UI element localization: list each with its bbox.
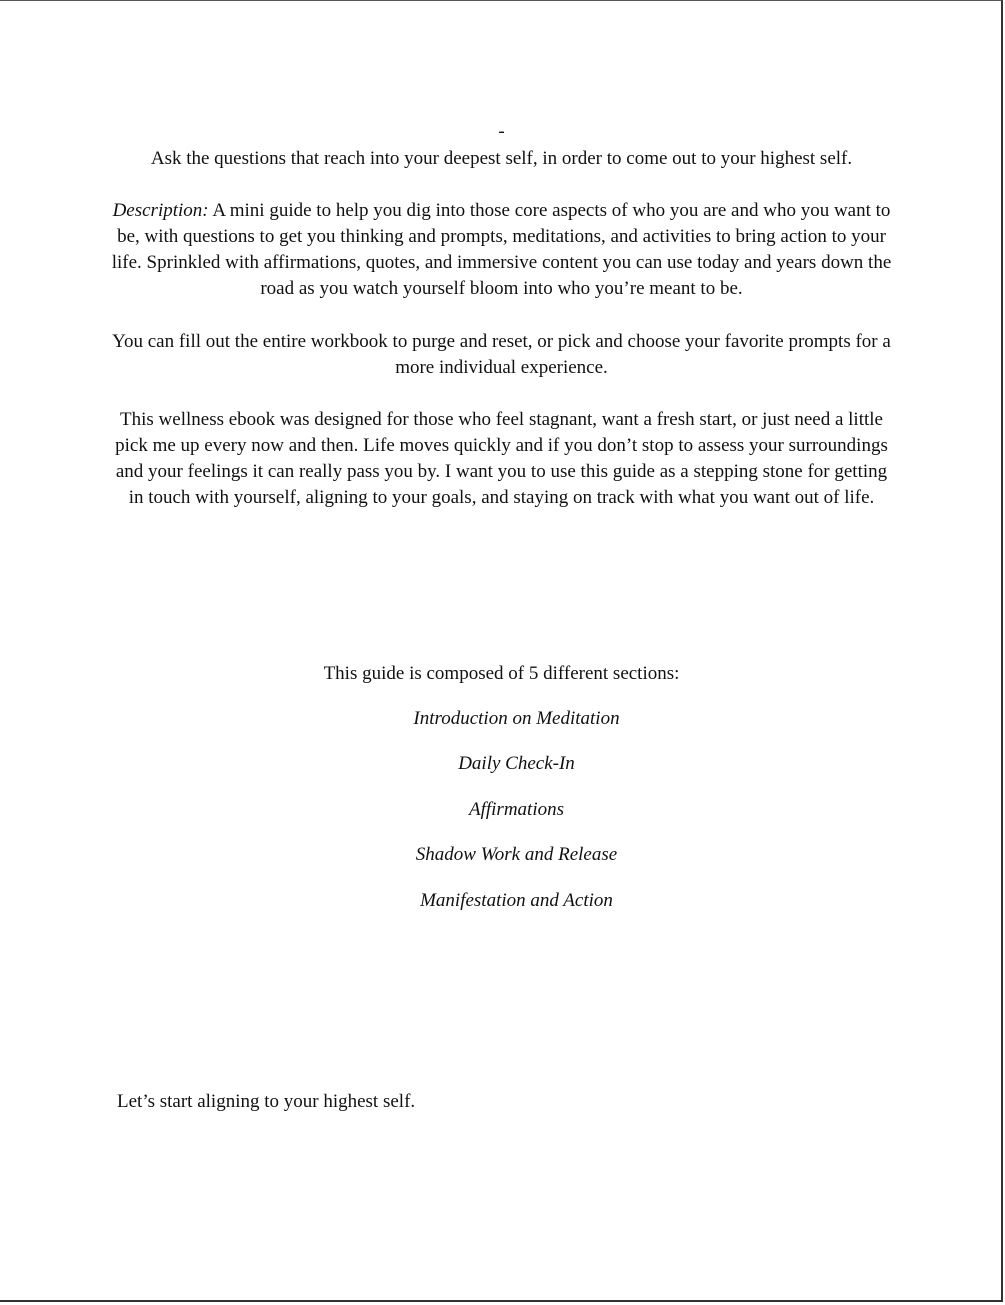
description-text: A mini guide to help you dig into those core aspects of who you are and who you want to be, with questions to get you thinking and prompts, meditations, and activities to bring action to your life. Sprinkled with affirmations, quotes, and immersive content you can use today and years down the road as you watch yourself bloom into who you’re meant to be. [111,200,892,299]
dash-mark: - [498,121,505,142]
closing-line: Let’s start aligning to your highest self. [117,1091,416,1112]
section-item-shadow-work: Shadow Work and Release [415,844,618,865]
sections-intro: This guide is composed of 5 different sections: [323,663,680,684]
tagline: Ask the questions that reach into your deepest self, in order to come out to your highest self. [150,148,853,169]
section-item-daily-check-in: Daily Check-In [458,753,575,774]
description-label: Description: [112,200,209,221]
fill-out-paragraph: You can fill out the entire workbook to purge and reset, or pick and choose your favorite prompts for a more individual experience. [112,331,891,378]
section-item-manifestation: Manifestation and Action [420,890,613,911]
section-item-affirmations: Affirmations [468,799,564,820]
section-item-meditation: Introduction on Meditation [413,708,620,729]
wellness-paragraph: This wellness ebook was designed for those who feel stagnant, want a fresh start, or just need a little pick me up every now and then. Life moves quickly and if you don’t stop to assess your surroundings and your feelings it can really pass you by. I want you to use this guide as a stepping stone for getting in touch with yourself, aligning to your goals, and staying on track with what you want out of life. [115,409,888,508]
description-paragraph [110,198,893,302]
